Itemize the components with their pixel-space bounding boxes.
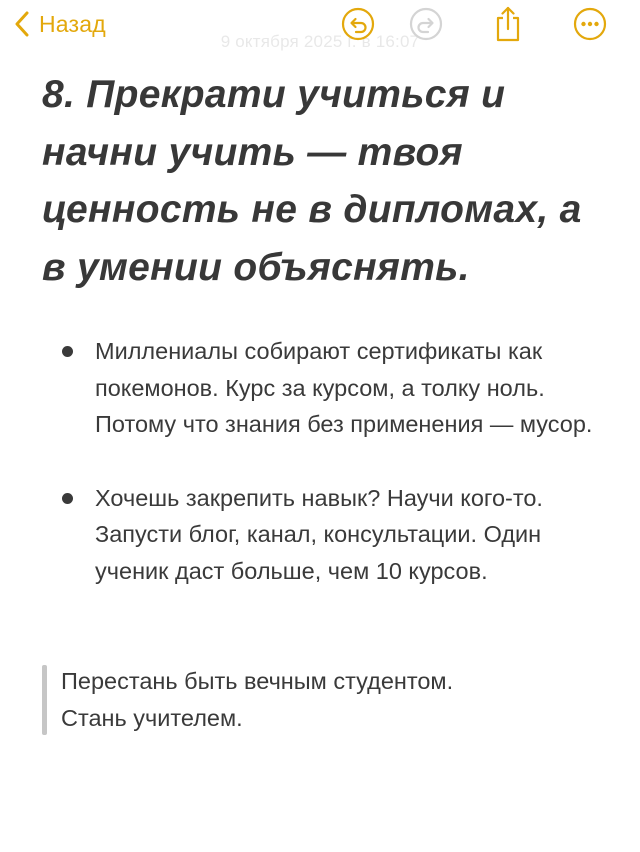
bullet-item[interactable]	[0, 480, 640, 590]
share-icon	[492, 5, 524, 43]
back-button[interactable]	[14, 6, 106, 42]
bullet-text: Миллениалы собирают сертификаты как покемонов. Курс за курсом, а толку ноль. Потому что знания без применения — мусор.	[95, 338, 593, 437]
bullet-dot-icon	[62, 493, 73, 504]
quote-line: Перестань быть вечным студентом.	[61, 668, 454, 694]
quote-bar	[42, 665, 47, 735]
redo-button[interactable]	[408, 6, 444, 42]
undo-button[interactable]	[340, 6, 376, 42]
bullet-list	[0, 333, 640, 589]
chevron-left-icon	[14, 11, 29, 37]
bullet-dot-icon	[62, 346, 73, 357]
redo-icon	[409, 7, 443, 41]
bullet-text: Хочешь закрепить навык? Научи кого-то. Запусти блог, канал, консультации. Один ученик даст больше, чем 10 курсов.	[95, 484, 543, 584]
navigation-bar	[0, 0, 640, 52]
note-date: 9 октября 2025 г. в 16:07	[220, 32, 420, 51]
quote-line: Стань учителем.	[61, 704, 243, 731]
more-button[interactable]	[572, 6, 608, 42]
more-icon	[573, 7, 607, 41]
block-quote[interactable]	[42, 663, 602, 736]
undo-icon	[341, 7, 375, 41]
back-label: Назад	[39, 10, 106, 37]
share-button[interactable]	[490, 6, 526, 42]
note-title[interactable]: 8. Прекрати учиться и начни учить — твоя ценность не в дипломах, а в умении объяснять.	[42, 73, 582, 289]
bullet-item[interactable]	[0, 333, 640, 443]
